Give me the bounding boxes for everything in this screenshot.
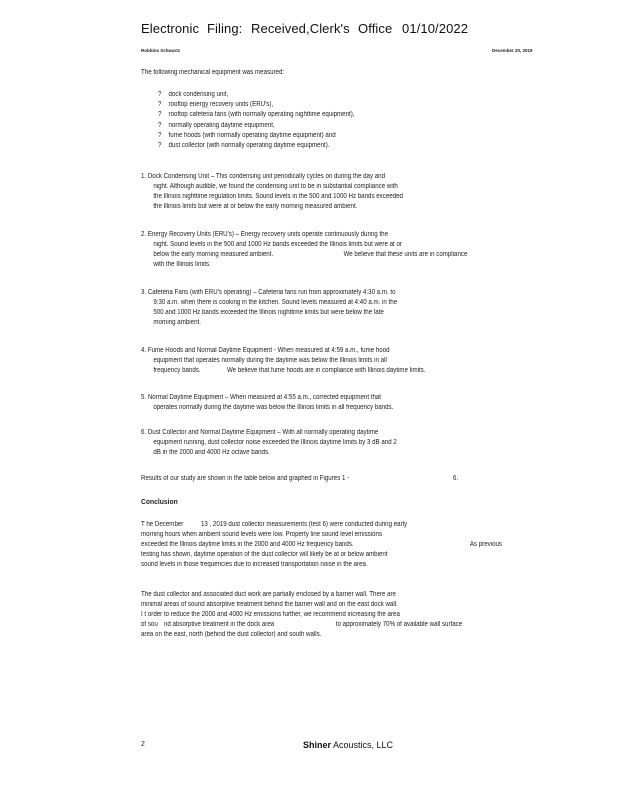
list-item-text: fume hoods (with normally operating daytime equipment) and [168, 131, 336, 139]
finding-line: operates normally during the daytime was below the Illinois limits in all frequency bands. [153, 404, 394, 411]
finding-line: dB in the 2000 and 4000 Hz octave bands. [153, 449, 270, 456]
finding-4-fume-hoods [141, 346, 464, 376]
paragraph-line: morning hours when ambient sound levels were low. Property line sound level emissions [141, 531, 383, 538]
bullet-mark: ? [158, 131, 162, 139]
company-name-rest: Acoustics, LLC [331, 740, 394, 750]
header-recipient: Robbins Schwartz [141, 48, 181, 53]
finding-line-part: We believe that these units are in compliance [343, 251, 468, 258]
finding-line: 6. Dust Collector and Normal Daytime Equipment – With all normally operating daytime [141, 429, 379, 436]
bullet-mark: ? [158, 121, 162, 129]
paragraph-line: sound levels in those frequencies due to increased transportation noise in the area. [141, 561, 368, 568]
line-part: of sou [141, 621, 158, 628]
bullet-mark: ? [158, 142, 162, 150]
finding-line-part: We believe that fume hoods are in compliance with Illinois daytime limits. [226, 367, 426, 374]
finding-line: with the Illinois limits. [153, 261, 211, 268]
finding-line: 4. Fume Hoods and Normal Daytime Equipment - When measured at 4:59 a.m., fume hood [141, 347, 390, 354]
finding-5-normal-daytime-equipment [141, 393, 428, 413]
finding-line [141, 250, 467, 260]
finding-line: 3. Cafeteria Fans (with ERU's operating) – Cafeteria fans run from approximately 4:30 a.m. to [141, 289, 396, 296]
paragraph-line: minimal areas of sound absorptive treatment behind the barrier wall and on the east dock wall. [141, 601, 398, 608]
equipment-list [158, 90, 381, 151]
stamp-word-filing: Filing: [207, 21, 243, 36]
list-item-text: normally operating daytime equipment, [168, 121, 275, 129]
stamp-word-electronic: Electronic [141, 21, 200, 36]
list-item [158, 90, 354, 100]
paragraph-line [141, 520, 502, 530]
list-item-text: rooftop cafeteria fans (with normally operating nighttime equipment), [168, 111, 355, 119]
results-text: Results of our study are shown in the table below and graphed in Figures 1 - [141, 475, 350, 482]
paragraph-line: area on the east, north (behind the dust collector) and south walls. [141, 631, 322, 638]
finding-line-part: below the early morning measured ambient. [153, 251, 274, 258]
finding-3-cafeteria-fans [141, 288, 432, 328]
finding-line: equipment that operates normally during the daytime was below the Illinois limits in all [153, 357, 387, 364]
stamp-date: 01/10/2022 [402, 21, 469, 36]
paragraph-line: I t order to reduce the 2000 and 4000 Hz emissions further, we recommend increasing the area [141, 611, 400, 618]
list-item-text: dock condensing unit, [168, 91, 229, 98]
stamp-word-received: Received,Clerk's [251, 21, 350, 36]
finding-line: 9:30 a.m. when there is cooking in the kitchen. Sound levels measured at 4:40 a.m. in the [153, 299, 398, 306]
finding-6-dust-collector [141, 428, 432, 458]
finding-line: the Illinois nighttime regulation limits. Sound levels in the 500 and 1000 Hz bands exceeded [153, 193, 403, 200]
finding-line: night. Although audible, we found the condensing unit to be in substantial compliance with [153, 183, 398, 190]
list-item [158, 141, 354, 151]
line-part: nd absorptive treatment in the dock area [163, 621, 275, 628]
list-item-text: dust collector (with normally operating daytime equipment). [168, 142, 330, 150]
finding-1-dock-condensing-unit [141, 172, 439, 212]
bullet-mark: ? [158, 101, 162, 109]
finding-line: the Illinois limits but were at or below the early morning measured ambient. [153, 203, 358, 210]
line-part: to approximately 70% of available wall surface [335, 621, 463, 628]
list-item-text: rooftop energy recovery units (ERU's), [168, 101, 274, 109]
paragraph-line [141, 620, 462, 630]
results-line [141, 474, 458, 484]
results-sentence [141, 474, 501, 484]
finding-line-part: frequency bands. [153, 367, 201, 374]
bullet-mark: ? [158, 91, 162, 98]
filing-stamp [141, 21, 468, 36]
company-name-bold: Shiner [303, 740, 332, 750]
page-number: 2 [141, 741, 145, 748]
footer-company [303, 740, 393, 750]
conclusion-paragraph-1 [141, 520, 551, 570]
header-date: December 20, 2019 [492, 48, 533, 53]
line-part: T he December [141, 521, 184, 528]
intro-text: The following mechanical equipment was measured: [141, 69, 285, 76]
finding-line: morning ambient. [153, 319, 201, 326]
finding-line: equipment running, dust collector noise exceeded the Illinois daytime limits by 3 dB and 2 [153, 439, 397, 446]
finding-line: 2. Energy Recovery Units (ERU's) – Energy recovery units operate continuously during the [141, 231, 389, 238]
results-figure-end: 6. [453, 475, 459, 482]
list-item [158, 110, 354, 120]
list-item [158, 121, 354, 131]
finding-line: 5. Normal Daytime Equipment – When measured at 4:55 a.m., corrected equipment that [141, 394, 382, 401]
conclusion-paragraph-2 [141, 590, 506, 640]
line-part: As previous [469, 541, 503, 548]
list-item [158, 100, 354, 110]
stamp-word-office: Office [358, 21, 393, 36]
line-part: exceeded the Illinois daytime limits in the 2000 and 4000 Hz frequency bands. [141, 541, 354, 548]
finding-line: 1. Dock Condensing Unit – This condensing unit periodically cycles on during the day and [141, 173, 386, 180]
paragraph-line [141, 540, 502, 550]
line-part: 13 , 2019 dust collector measurements (test 6) were conducted during early [200, 521, 408, 528]
list-item [158, 131, 354, 141]
paragraph-line: The dust collector and associated duct work are partially enclosed by a barrier wall. There are [141, 591, 396, 598]
conclusion-heading: Conclusion [141, 497, 178, 506]
bullet-mark: ? [158, 111, 162, 119]
finding-line: night. Sound levels in the 500 and 1000 Hz bands exceeded the Illinois limits but were at or [153, 241, 402, 248]
finding-line: 500 and 1000 Hz bands exceeded the Illinois nighttime limits but were below the late [153, 309, 384, 316]
finding-2-energy-recovery-units [141, 230, 512, 270]
finding-line [141, 366, 425, 376]
paragraph-line: testing has shown, daytime operation of the dust collector will likely be at or below ambient [141, 551, 388, 558]
